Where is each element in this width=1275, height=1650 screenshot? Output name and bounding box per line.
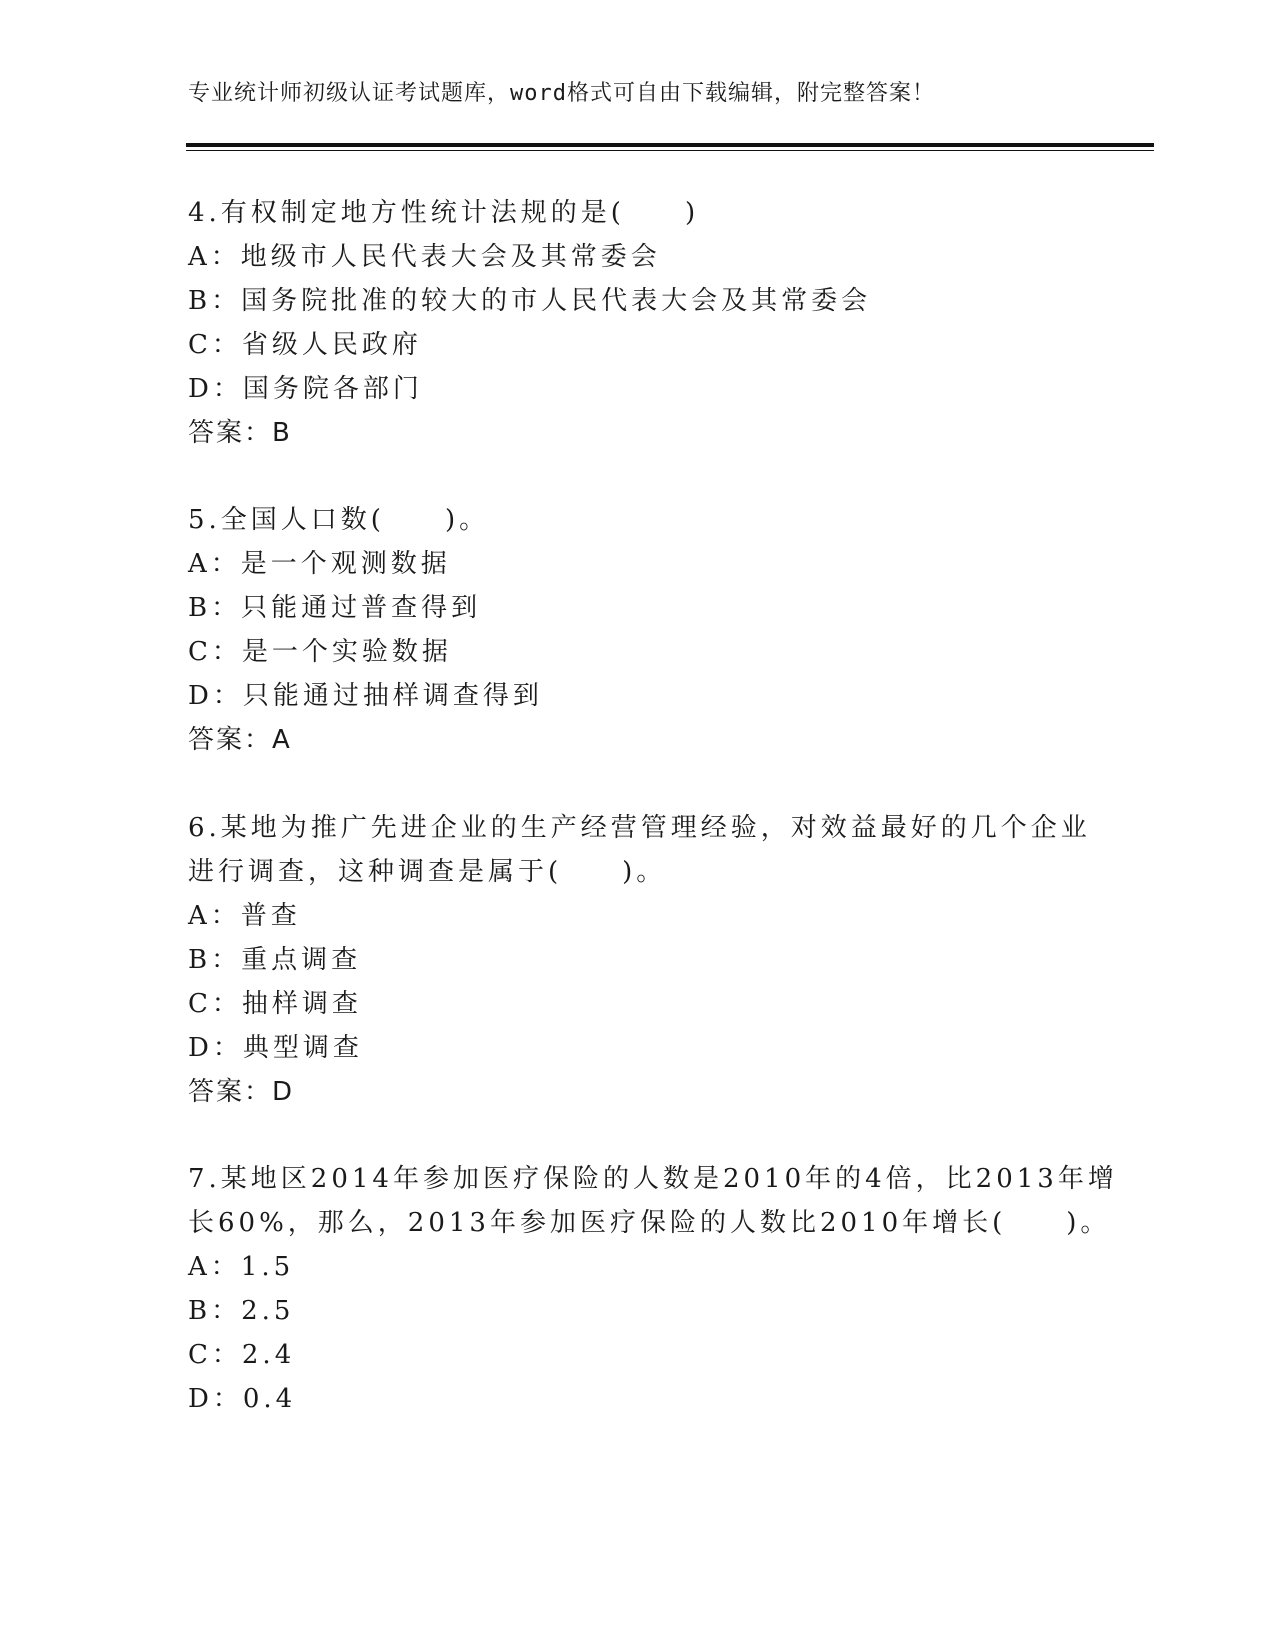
- question-stem: 4.有权制定地方性统计法规的是( ): [188, 198, 700, 228]
- question-stem: 6.某地为推广先进企业的生产经营管理经验，对效益最好的几个企业: [188, 813, 1091, 843]
- option-b: B：重点调查: [188, 945, 362, 975]
- option-a: A：普查: [188, 901, 301, 931]
- option-c: C：是一个实验数据: [188, 637, 452, 667]
- option-c: C：抽样调查: [188, 989, 362, 1019]
- header-text: 专业统计师初级认证考试题库，word格式可自由下载编辑，附完整答案！: [188, 81, 935, 106]
- header-rule-thick: [186, 143, 1154, 147]
- option-c: C：2.4: [188, 1340, 296, 1370]
- header-rule-thin: [186, 150, 1154, 151]
- question-stem-continued: 进行调查，这种调查是属于( )。: [188, 857, 667, 887]
- option-a: A：是一个观测数据: [188, 549, 451, 579]
- option-a: A：地级市人民代表大会及其常委会: [188, 242, 661, 272]
- question-stem-continued: 长60%，那么，2013年参加医疗保险的人数比2010年增长( )。: [188, 1208, 1111, 1238]
- option-b: B：只能通过普查得到: [188, 593, 482, 623]
- answer: 答案：B: [188, 418, 292, 448]
- option-d: D：0.4: [188, 1384, 297, 1414]
- question-stem: 7.某地区2014年参加医疗保险的人数是2010年的4倍，比2013年增: [188, 1164, 1118, 1194]
- option-d: D：典型调查: [188, 1033, 363, 1063]
- option-d: D：国务院各部门: [188, 374, 423, 404]
- question-stem: 5.全国人口数( )。: [188, 505, 490, 535]
- option-c: C：省级人民政府: [188, 330, 422, 360]
- option-d: D：只能通过抽样调查得到: [188, 681, 543, 711]
- option-b: B：国务院批准的较大的市人民代表大会及其常委会: [188, 286, 872, 316]
- answer: 答案：D: [188, 1077, 295, 1107]
- option-a: A：1.5: [188, 1252, 295, 1282]
- answer: 答案：A: [188, 725, 292, 755]
- option-b: B：2.5: [188, 1296, 295, 1326]
